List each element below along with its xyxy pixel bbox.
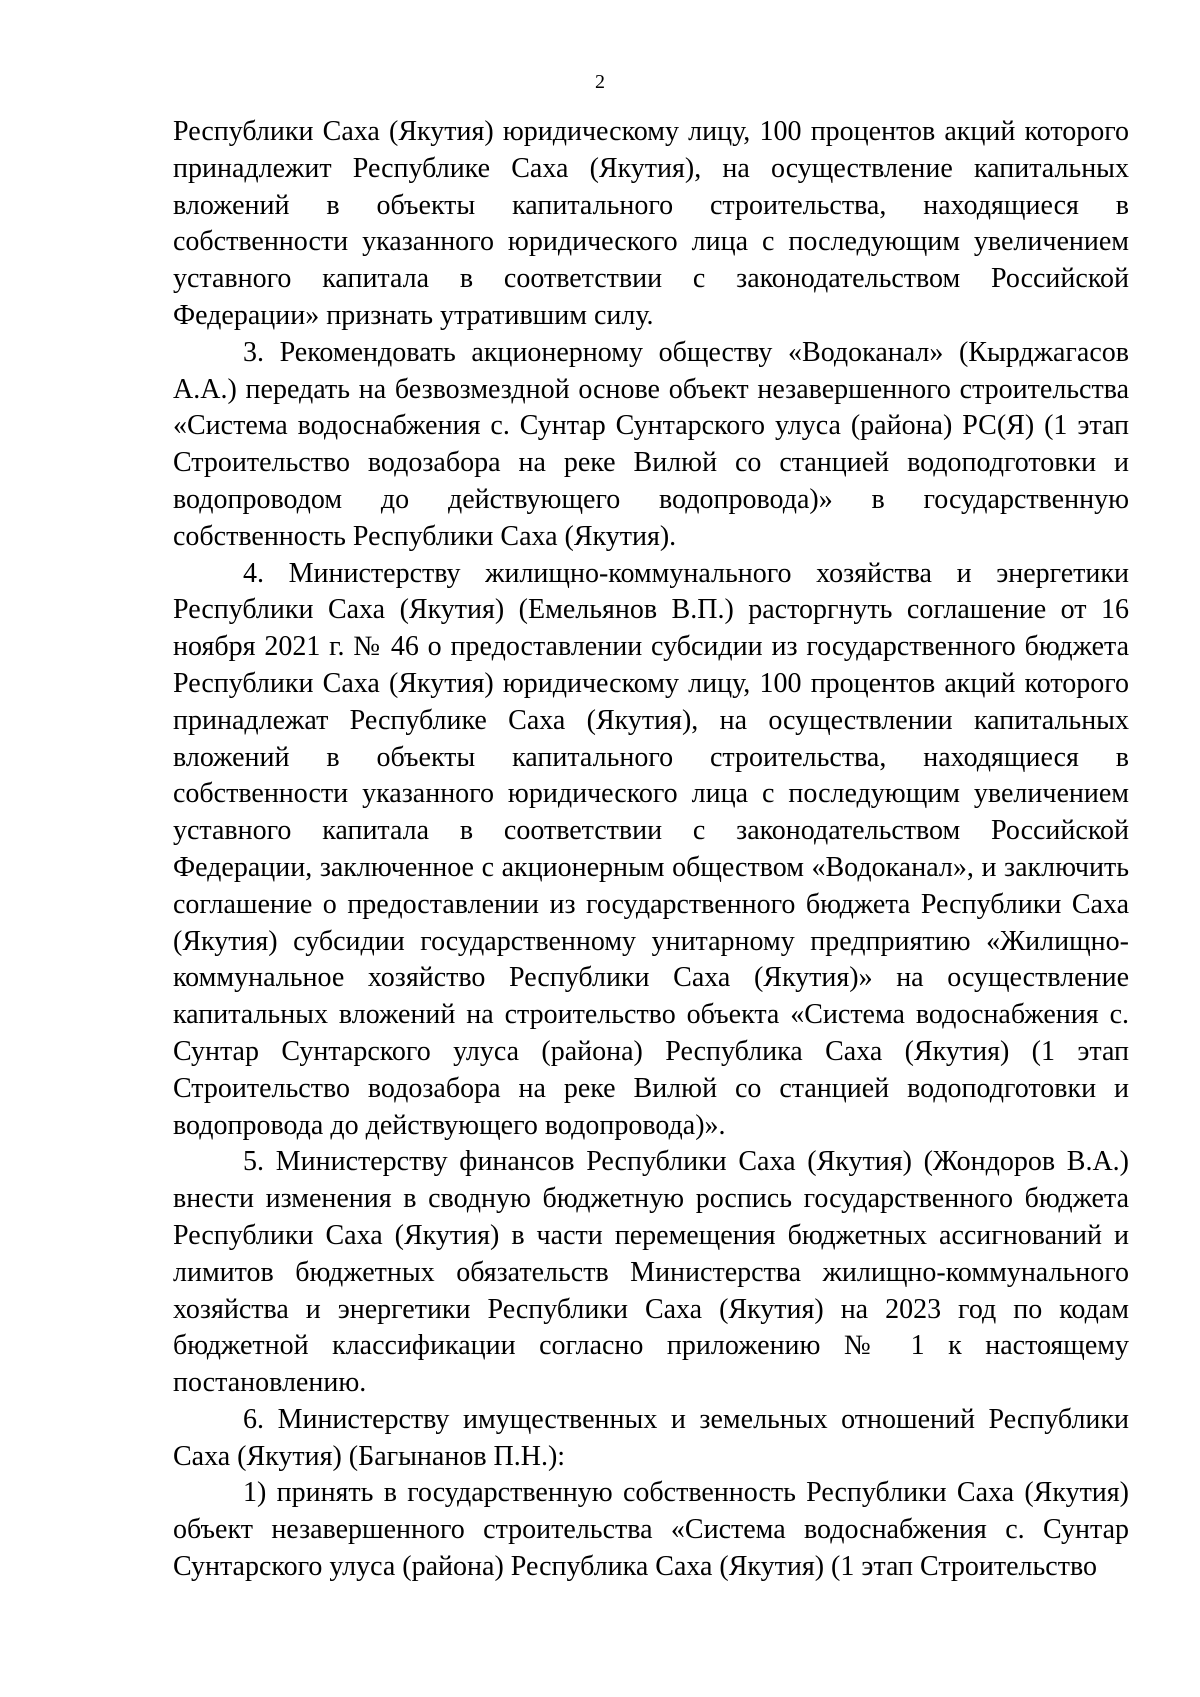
paragraph-item-3: 3. Рекомендовать акционерному обществу «Водоканал» (Кырджагасов А.А.) передать на безвозмездной основе объект незавершенного строительства «Система водоснабжения с. Сунтар Сунтарского улуса (района) РС(Я) (1 этап Строительство водозабора на реке Вилюй со станцией водоподготовки и водопроводом до действующего водопровода)» в государственную собственность Республики Саха (Якутия).: [173, 336, 1129, 552]
paragraph-item-4: 4. Министерству жилищно-коммунального хозяйства и энергетики Республики Саха (Якутия) (Емельянов В.П.) расторгнуть соглашение от 16 ноября 2021 г. № 46 о предоставлении субсидии из государственного бюджета Республики Саха (Якутия) юридическому лицу, 100 процентов акций которого принадлежат Республике Саха (Якутия), на осуществлении капитальных вложений в объекты капитального строительства, находящиеся в собственности указанного юридического лица с последующим увеличением уставного капитала в соответствии с законодательством Российской Федерации, заключенное с акционерным обществом «Водоканал», и заключить соглашение о предоставлении из государственного бюджета Республики Саха (Якутия) субсидии государственному унитарному предприятию «Жилищно-коммунальное хозяйство Республики Саха (Якутия)» на осуществление капитальных вложений на строительство объекта «Система водоснабжения с. Сунтар Сунтарского улуса (района) Республика Саха (Якутия) (1 этап Строительство водозабора на реке Вилюй со станцией водоподготовки и водопровода до действующего водопровода)».: [173, 557, 1129, 1141]
paragraph-continuation: Республики Саха (Якутия) юридическому лицу, 100 процентов акций которого принадлежит Республике Саха (Якутия), на осуществление капитальных вложений в объекты капитального строительства, находящиеся в собственности указанного юридического лица с последующим увеличением уставного капитала в соответствии с законодательством Российской Федерации» признать утратившим силу.: [173, 116, 1129, 331]
paragraph-subitem-6-1: 1) принять в государственную собственность Республики Саха (Якутия) объект незавершенного строительства «Система водоснабжения с. Сунтар Сунтарского улуса (района) Республика Саха (Якутия) (1 этап Строительство: [173, 1477, 1129, 1583]
page-number: 2: [595, 71, 605, 93]
paragraph-item-6: 6. Министерству имущественных и земельных отношений Республики Саха (Якутия) (Багынанов П.Н.):: [173, 1403, 1129, 1472]
paragraph-item-5: 5. Министерству финансов Республики Саха (Якутия) (Жондоров В.А.) внести изменения в сводную бюджетную роспись государственного бюджета Республики Саха (Якутия) в части перемещения бюджетных ассигнований и лимитов бюджетных обязательств Министерства жилищно-коммунального хозяйства и энергетики Республики Саха (Якутия) на 2023 год по кодам бюджетной классификации согласно приложению № 1 к настоящему постановлению.: [173, 1146, 1129, 1399]
document-body: [173, 114, 1129, 1586]
